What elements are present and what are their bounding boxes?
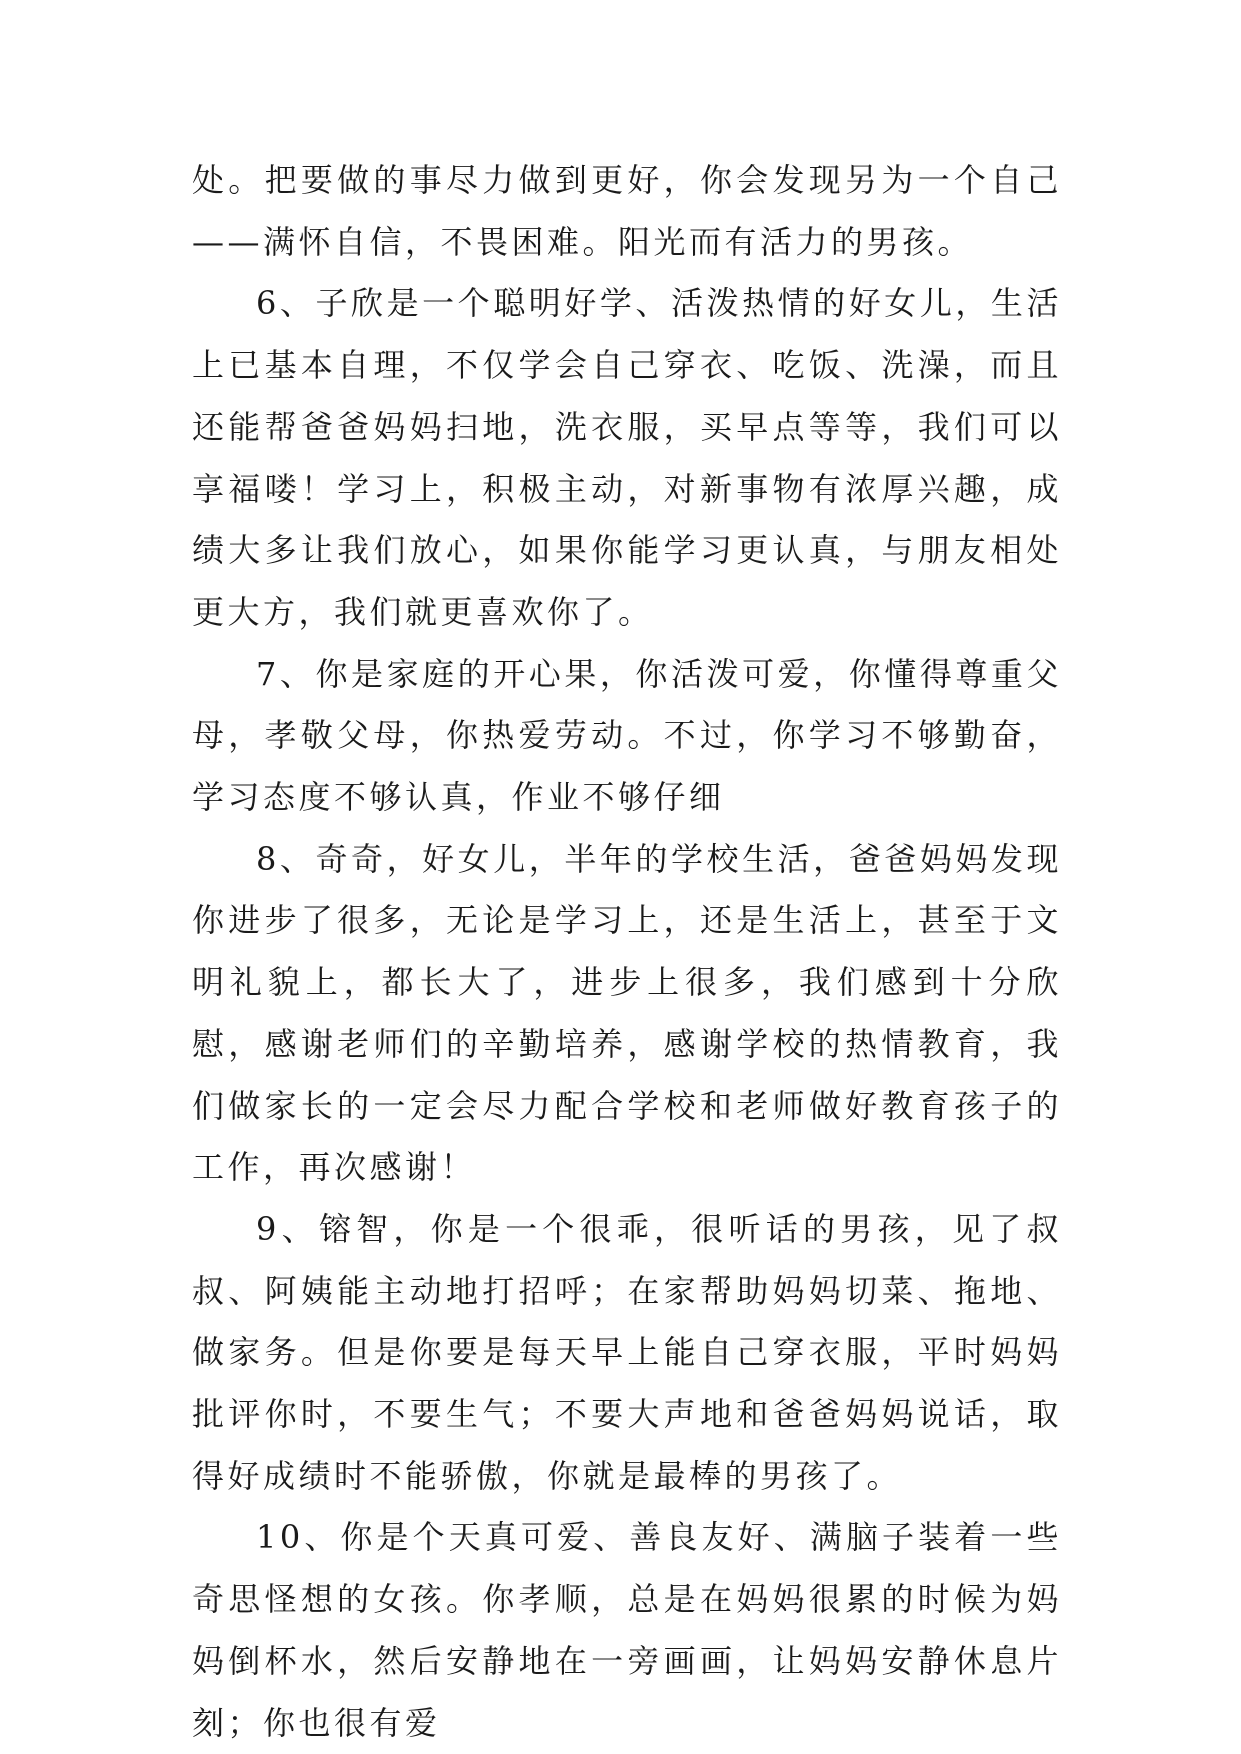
paragraph-item-8: 8、奇奇，好女儿，半年的学校生活，爸爸妈妈发现你进步了很多，无论是学习上，还是生活上，甚至于文明礼貌上，都长大了，进步上很多，我们感到十分欣慰，感谢老师们的辛勤培养，感谢学校的热情教育，我们做家长的一定会尽力配合学校和老师做好教育孩子的工作，再次感谢！ — [192, 839, 1062, 1187]
paragraph-item-6: 6、子欣是一个聪明好学、活泼热情的好女儿，生活上已基本自理，不仅学会自己穿衣、吃饭、洗澡，而且还能帮爸爸妈妈扫地，洗衣服，买早点等等，我们可以享福喽！学习上，积极主动，对新事物有浓厚兴趣，成绩大多让我们放心，如果你能学习更认真，与朋友相处更大方，我们就更喜欢你了。 — [192, 284, 1062, 631]
paragraph-item-9: 9、镕智，你是一个很乖，很听话的男孩，见了叔叔、阿姨能主动地打招呼；在家帮助妈妈切菜、拖地、做家务。但是你要是每天早上能自己穿衣服，平时妈妈批评你时，不要生气；不要大声地和爸爸妈妈说话，取得好成绩时不能骄傲，你就是最棒的男孩了。 — [192, 1209, 1062, 1495]
paragraph-item-10: 10、你是个天真可爱、善良友好、满脑子装着一些奇思怪想的女孩。你孝顺，总是在妈妈很累的时候为妈妈倒杯水，然后安静地在一旁画画，让妈妈安静休息片刻；你也很有爱 — [192, 1518, 1062, 1742]
paragraph-item-7: 7、你是家庭的开心果，你活泼可爱，你懂得尊重父母，孝敬父母，你热爱劳动。不过，你学习不够勤奋，学习态度不够认真，作业不够仔细 — [192, 654, 1062, 817]
paragraph-continuation: 处。把要做的事尽力做到更好，你会发现另为一个自己——满怀自信，不畏困难。阳光而有活力的男孩。 — [192, 161, 1062, 261]
document-body — [192, 150, 1062, 1754]
